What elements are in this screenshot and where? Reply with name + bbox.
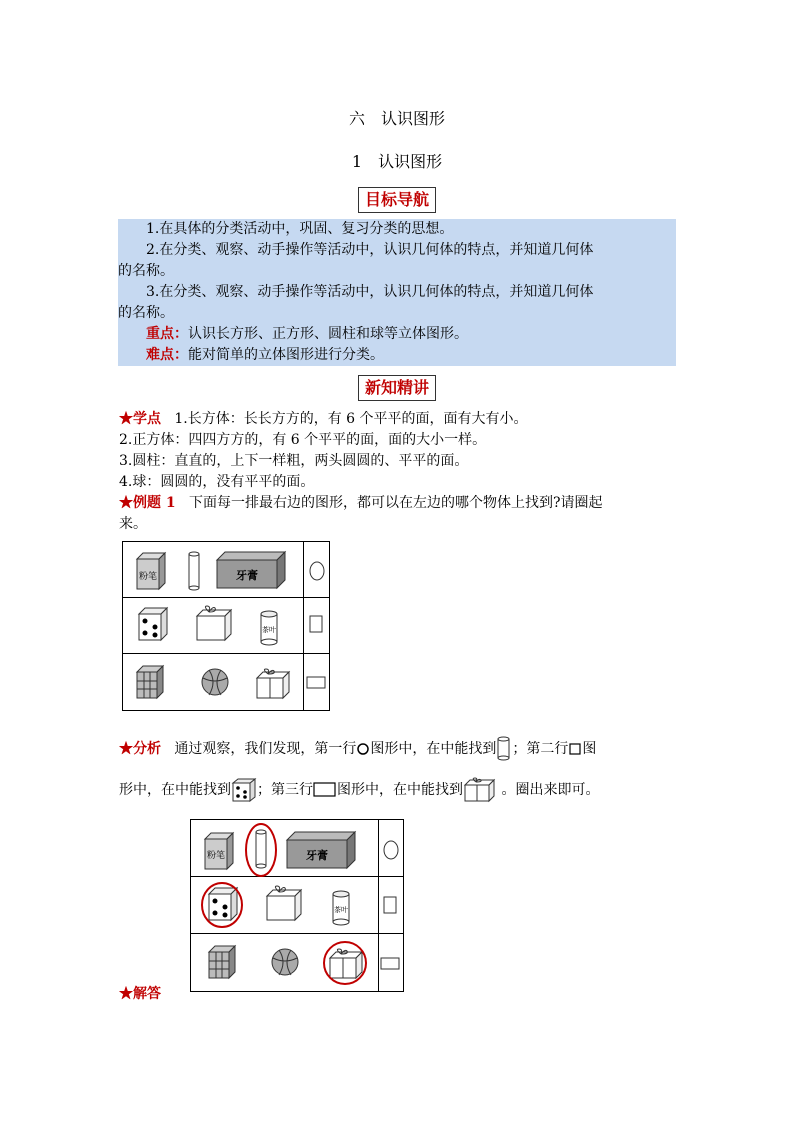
study-point-1 [119, 409, 679, 430]
goal-1: 1.在具体的分类活动中，巩固、复习分类的思想。 [146, 221, 454, 237]
circle-shape-icon [310, 562, 324, 580]
goal-2: 2.在分类、观察、动手操作等活动中，认识几何体的特点，并知道几何体 [146, 242, 594, 258]
answer-grid-drawing [191, 820, 403, 991]
goal-3-cont: 的名称。 [118, 305, 174, 321]
analysis-text-2c: 图形中，在中能找到 [337, 782, 463, 798]
square-shape-icon [384, 897, 396, 913]
study-point-3: 3.圆柱：直直的，上下一样粗，两头圆圆的、平平的面。 [119, 453, 469, 469]
example-text: 下面每一排最右边的图形，都可以在左边的哪个物体上找到?请圈起 [188, 495, 603, 511]
circle-inline-icon [356, 742, 370, 756]
difficulty-point [118, 345, 676, 366]
new-knowledge-banner: 新知精讲 [358, 375, 436, 401]
chalk-box-icon [137, 553, 165, 589]
gift-box-inline-icon [463, 776, 497, 804]
chalk-label: 粉笔 [138, 572, 158, 582]
example-label: ★例题 1 [119, 495, 176, 511]
dice-icon [139, 608, 167, 640]
gift-box-icon [267, 886, 301, 920]
analysis-text-2b: ；第三行 [257, 782, 313, 798]
gift-box-icon [197, 606, 231, 640]
analysis-line-2 [119, 776, 679, 804]
analysis-text-1b: 图形中，在中能找到 [370, 741, 497, 757]
rectangle-shape-icon [307, 677, 325, 688]
difficulty-text: 能对简单的立体图形进行分类。 [188, 347, 384, 363]
key-label: 重点： [146, 326, 188, 342]
tea-label: 茶叶 [262, 626, 276, 634]
dice-inline-icon [231, 777, 257, 803]
square-inline-icon [568, 742, 582, 756]
square-shape-icon [310, 616, 322, 632]
study-point-2: 2.正方体：四四方方的，有 6 个平平的面，面的大小一样。 [119, 432, 487, 448]
analysis-text-1d: 图 [582, 741, 597, 757]
goal-3: 3.在分类、观察、动手操作等活动中，认识几何体的特点，并知道几何体 [146, 284, 594, 300]
tea-label: 茶叶 [334, 906, 348, 914]
cylinder-inline-icon [496, 736, 512, 762]
study-point-4: 4.球：圆圆的，没有平平的面。 [119, 474, 315, 490]
analysis-label: ★分析 [119, 741, 161, 757]
basketball-icon [202, 669, 228, 695]
goal-2-cont: 的名称。 [118, 263, 174, 279]
lesson-title: 1 认识图形 [351, 152, 443, 171]
analysis-text-1a: 通过观察，我们发现，第一行 [174, 741, 357, 757]
goals-box [118, 219, 676, 366]
unit-title: 六 认识图形 [348, 109, 445, 128]
toothpaste-label: 牙膏 [306, 849, 328, 862]
question-grid-drawing [123, 542, 329, 710]
analysis-text-1c: ；第二行 [512, 741, 569, 757]
study-point-1-text: 1.长方体：长长方方的，有 6 个平平的面，面有大有小。 [174, 411, 528, 427]
chalk-label: 粉笔 [206, 851, 226, 861]
study-label: ★学点 [119, 411, 161, 427]
gift-box-flat-icon [330, 949, 362, 978]
analysis-text-2a: 形中，在中能找到 [119, 782, 231, 798]
circle-shape-icon [384, 841, 398, 859]
answer-line [119, 984, 161, 1005]
goal-banner: 目标导航 [358, 187, 436, 213]
gift-box-flat-icon [257, 669, 289, 698]
basketball-icon [272, 949, 298, 975]
answer-label: ★解答 [119, 986, 161, 1002]
example-line-1 [119, 493, 679, 514]
rectangle-shape-icon [381, 958, 399, 969]
dice-icon [209, 888, 237, 920]
key-point [118, 324, 676, 345]
example-line-2: 来。 [119, 516, 147, 532]
rectangle-inline-icon [313, 781, 337, 799]
analysis-line-1 [119, 736, 679, 762]
question-grid [122, 541, 330, 711]
difficulty-label: 难点： [146, 347, 188, 363]
rubik-cube-icon [209, 946, 235, 978]
cylinder-icon [256, 830, 266, 868]
rubik-cube-icon [137, 666, 163, 698]
key-text: 认识长方形、正方形、圆柱和球等立体图形。 [188, 326, 468, 342]
answer-grid [190, 819, 404, 992]
toothpaste-label: 牙膏 [236, 569, 258, 582]
cylinder-icon [189, 552, 199, 590]
analysis-text-2d: 。圈出来即可。 [501, 782, 600, 798]
